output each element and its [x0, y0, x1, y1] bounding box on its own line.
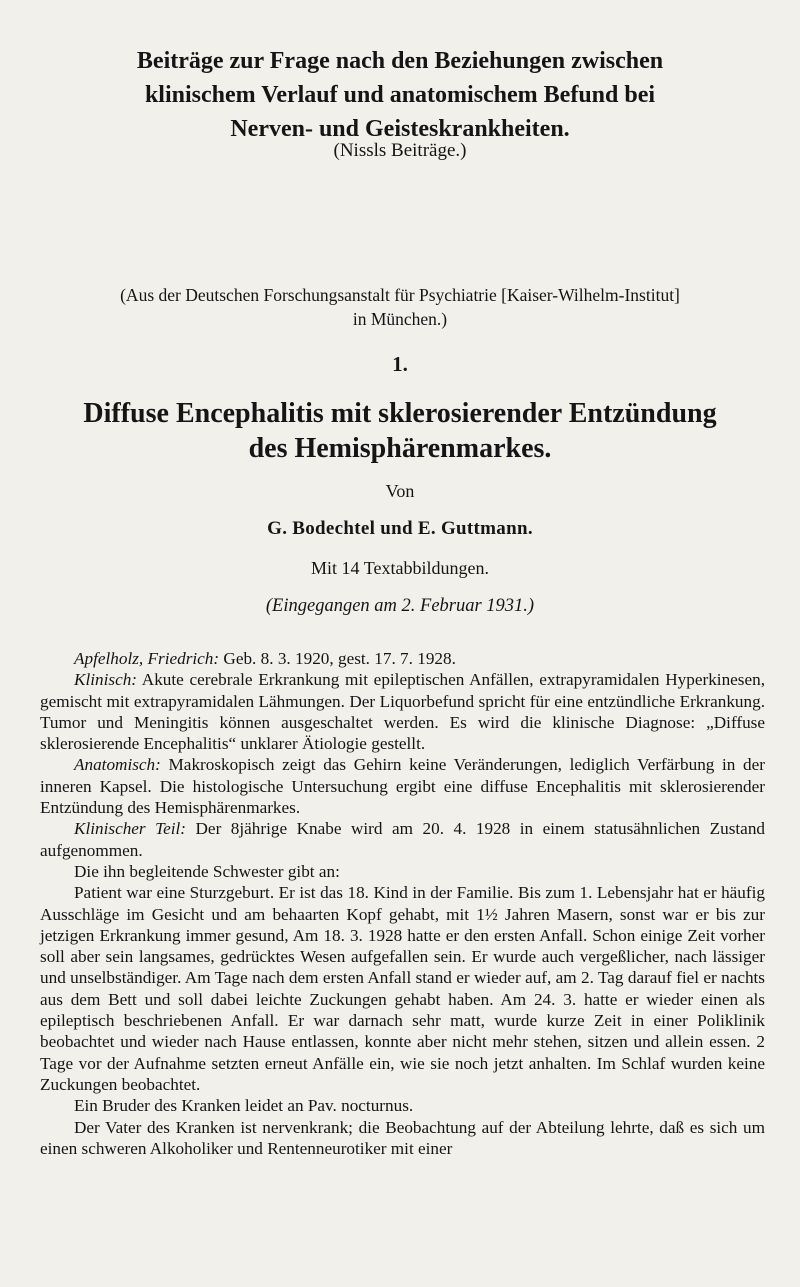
affiliation-line-2: in München.)	[352, 309, 448, 329]
article-body	[40, 648, 765, 1159]
article-title-line-2: des Hemisphärenmarkes.	[248, 433, 552, 464]
paragraph-text: Der 8jährige Knabe wird am 20. 4. 1928 in einem statusähnlichen Zustand aufgenommen.	[40, 819, 766, 860]
article-number: 1.	[392, 352, 408, 376]
byline-von: Von	[385, 481, 415, 501]
article-title-line-1: Diffuse Encephalitis mit sklerosierender Entzündung	[83, 398, 717, 429]
paragraph-vater: Der Vater des Kranken ist nervenkrank; die Beobachtung auf der Abteilung lehrte, daß es sich um einen schweren Alkoholiker und Rentenneurotiker mit einer	[40, 1117, 765, 1158]
affiliation-line-1: (Aus der Deutschen Forschungsanstalt für Psychiatrie [Kaiser-Wilhelm-Institut]	[120, 285, 680, 305]
figure-count: Mit 14 Textabbildungen.	[311, 558, 489, 578]
paragraph-anatomisch	[40, 754, 765, 818]
series-title-line-3: Nerven- und Geisteskrankheiten.	[230, 116, 570, 142]
series-subtitle: (Nissls Beiträge.)	[333, 140, 467, 161]
authors: G. Bodechtel und E. Guttmann.	[267, 518, 533, 539]
paragraph-lead: Klinischer Teil:	[74, 819, 187, 839]
series-title	[40, 44, 760, 146]
series-title-line-2: klinischem Verlauf und anatomischem Befund bei	[144, 82, 656, 108]
paragraph-text: Makroskopisch zeigt das Gehirn keine Veränderungen, lediglich Verfärbung in der inneren Kapsel. Die histologische Untersuchung ergibt eine diffuse Encephalitis mit sklerosierender Entzündung des Hemisphärenmarkes.	[40, 755, 765, 818]
paragraph-anamnese: Patient war eine Sturzgeburt. Er ist das 18. Kind in der Familie. Bis zum 1. Lebensjahr hat er häufig Ausschläge im Gesicht und am behaarten Kopf gehabt, mit 1½ Jahren Masern, sonst war er bis zur jetzigen Erkrankung immer gesund, Am 18. 3. 1928 hatte er den ersten Anfall. Schon einige Zeit vorher soll aber sein langsames, gedrücktes Wesen aufgefallen sein. Er wurde auch vergeßlicher, nach lässiger und unselbständiger. Am Tage nach dem ersten Anfall stand er wieder auf, am 2. Tag darauf fiel er nachts aus dem Bett und soll dabei leichte Zuckungen gehabt haben. Am 24. 3. hatte er wieder einen als epileptisch beschriebenen Anfall. Er war darnach sehr matt, wurde kurze Zeit in einer Poliklinik beobachtet und wieder nach Hause entlassen, konnte aber nicht mehr stehen, sitzen und allein essen. 2 Tage vor der Aufnahme setzten erneut Anfälle ein, wie sie noch jetzt anhalten. Im Schlaf wurden keine Zuckungen beobachtet.	[40, 883, 765, 1094]
series-title-line-1: Beiträge zur Frage nach den Beziehungen zwischen	[136, 48, 664, 74]
paragraph-text: Akute cerebrale Erkrankung mit epileptischen Anfällen, extrapyramidalen Hyperkinesen, gemischt mit extrapyramidalen Lähmungen. Der Liquorbefund spricht für eine entzündliche Erkrankung. Tumor und Meningitis können ausgeschaltet werden. Es wird die klinische Diagnose: „Diffuse sklerosierende Encephalitis“ unklarer Ätiologie gestellt.	[40, 670, 765, 754]
paragraph-patient	[40, 648, 765, 669]
paragraph-schwester: Die ihn begleitende Schwester gibt an:	[74, 861, 340, 881]
affiliation	[20, 283, 780, 331]
paragraph-klinischer-teil	[40, 818, 765, 861]
paragraph-lead: Anatomisch:	[74, 755, 161, 775]
paragraph-lead: Apfelholz, Friedrich:	[74, 649, 220, 668]
paragraph-klinisch	[40, 669, 765, 754]
article-title	[20, 396, 780, 466]
paragraph-lead: Klinisch:	[74, 670, 138, 690]
paragraph-text: Geb. 8. 3. 1920, gest. 17. 7. 1928.	[219, 649, 456, 668]
paragraph-bruder: Ein Bruder des Kranken leidet an Pav. nocturnus.	[74, 1096, 414, 1116]
received-date: (Eingegangen am 2. Februar 1931.)	[265, 596, 535, 616]
